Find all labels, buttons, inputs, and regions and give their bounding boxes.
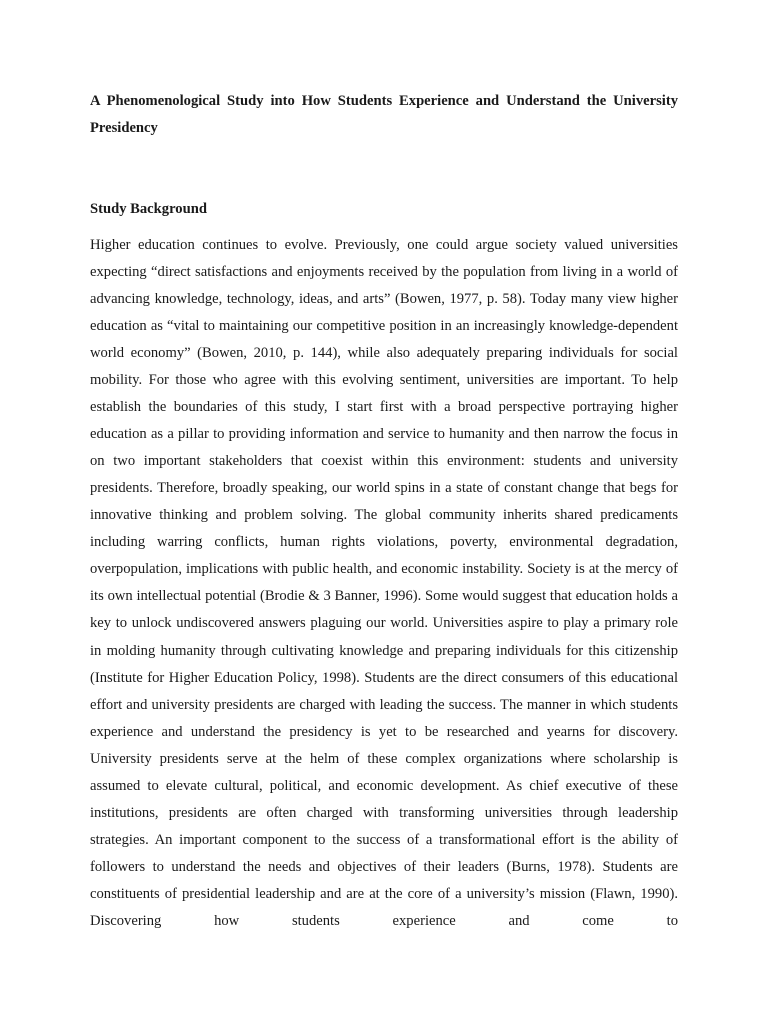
- body-paragraph: Higher education continues to evolve. Previously, one could argue society valued universities expecting “direct satisfactions and enjoyments received by the population from living in a world of advancing knowledge, technology, ideas, and arts” (Bowen, 1977, p. 58). Today many view higher education as “vital to maintaining our competitive position in an increasingly knowledge-dependent world economy” (Bowen, 2010, p. 144), while also adequately preparing individuals for social mobility. For those who agree with this evolving sentiment, universities are important. To help establish the boundaries of this study, I start first with a broad perspective portraying higher education as a pillar to providing information and service to humanity and then narrow the focus in on two important stakeholders that coexist within this environment: students and university presidents. Therefore, broadly speaking, our world spins in a state of constant change that begs for innovative thinking and problem solving. The global community inherits shared predicaments including warring conflicts, human rights violations, poverty, environmental degradation, overpopulation, implications with public health, and economic instability. Society is at the mercy of its own intellectual potential (Brodie & 3 Banner, 1996). Some would suggest that education holds a key to unlock undiscovered answers plaguing our world. Universities aspire to play a primary role in molding humanity through cultivating knowledge and preparing individuals for this citizenship (Institute for Higher Education Policy, 1998). Students are the direct consumers of this educational effort and university presidents are charged with leading the success. The manner in which students experience and understand the presidency is yet to be researched and yearns for discovery. University presidents serve at the helm of these complex organizations where scholarship is assumed to elevate cultural, political, and economic development. As chief executive of these institutions, presidents are often charged with transforming universities through leadership strategies. An important component to the success of a transformational effort is the ability of followers to understand the needs and objectives of their leaders (Burns, 1978). Students are constituents of presidential leadership and are at the core of a university’s mission (Flawn, 1990). Discovering how students experience and come to: [90, 236, 678, 929]
- document-title: A Phenomenological Study into How Students Experience and Understand the University Presidency: [90, 93, 678, 137]
- section-heading: Study Background: [90, 200, 207, 217]
- document-content: [90, 88, 678, 935]
